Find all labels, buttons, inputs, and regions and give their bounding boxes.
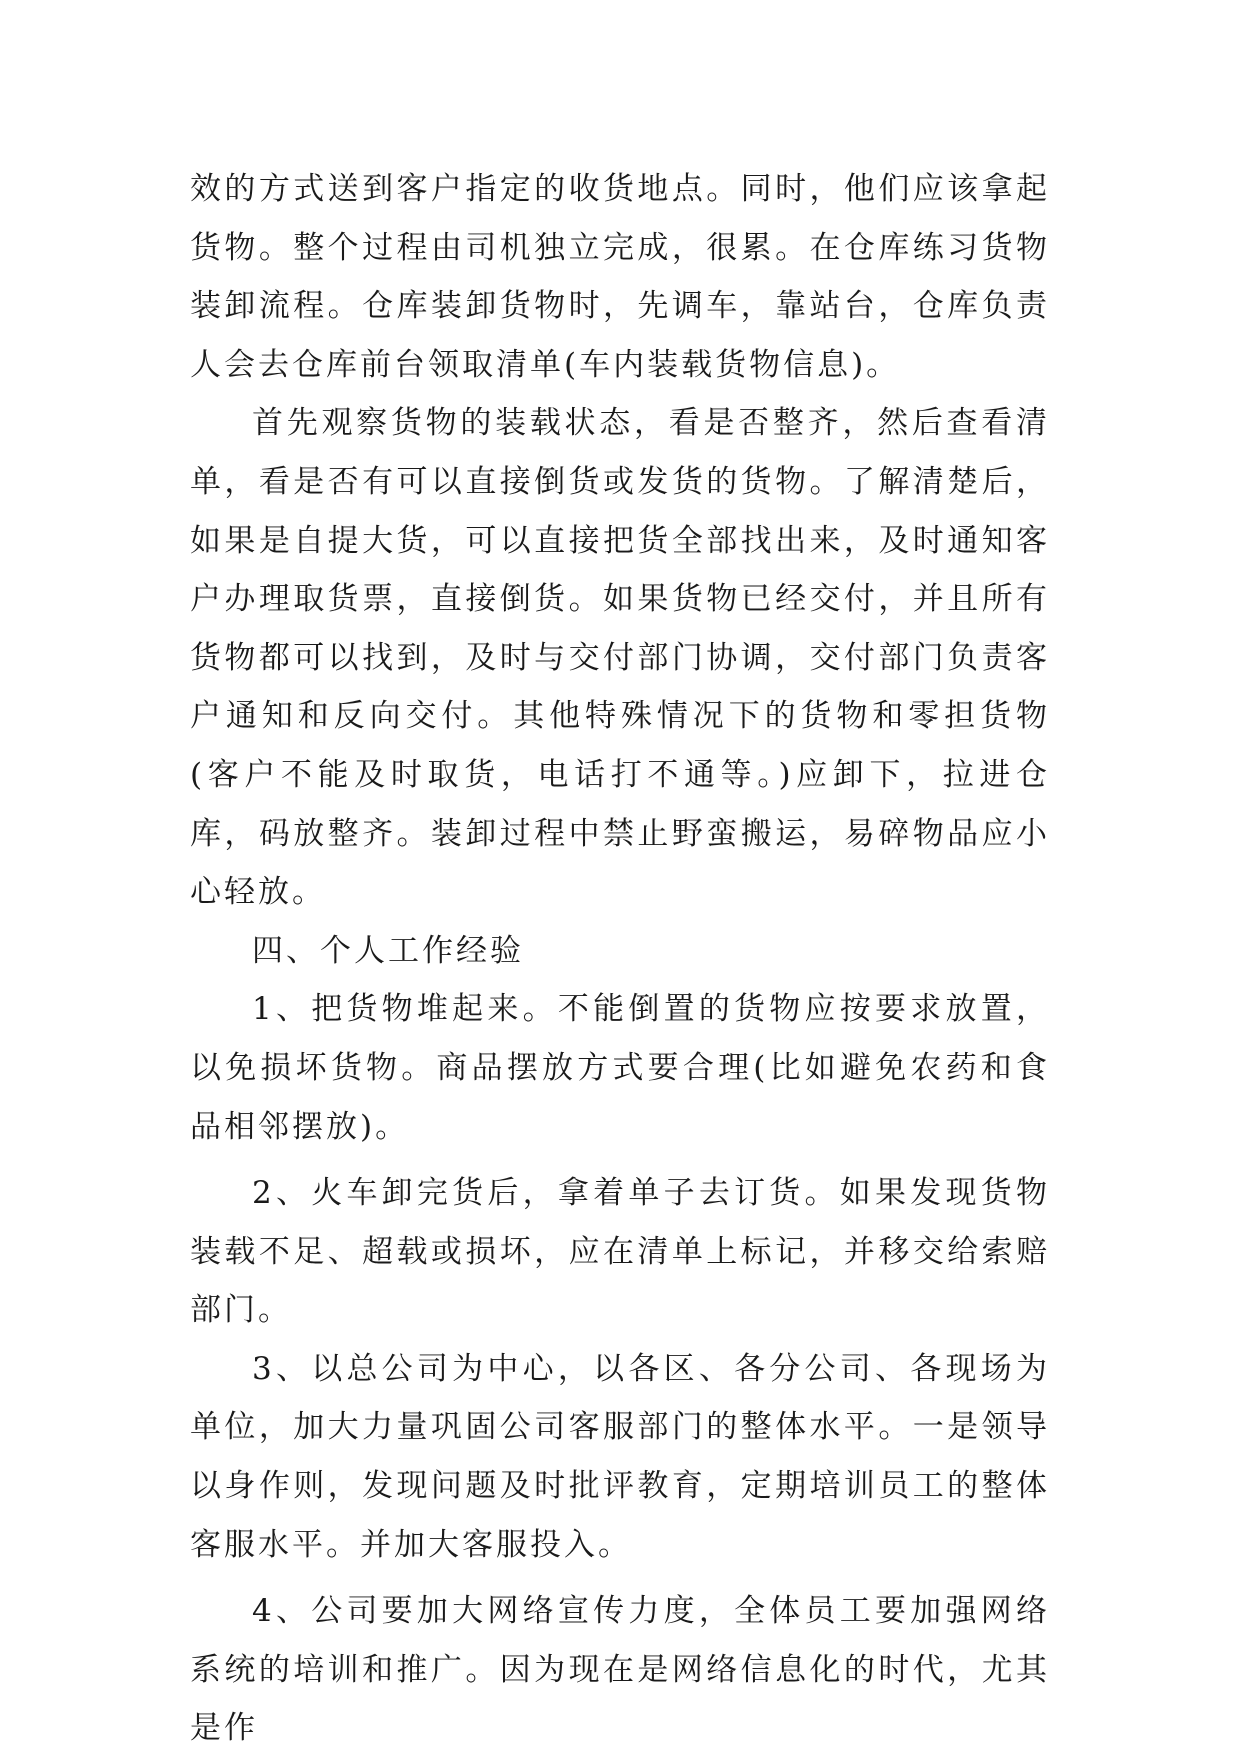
list-item-4: 4、公司要加大网络宣传力度，全体员工要加强网络系统的培训和推广。因为现在是网络信息化的时代，尤其是作 bbox=[190, 1593, 1050, 1747]
document-body bbox=[190, 160, 1050, 1758]
list-item-1: 1、把货物堆起来。不能倒置的货物应按要求放置，以免损坏货物。商品摆放方式要合理(比如避免农药和食品相邻摆放)。 bbox=[190, 991, 1050, 1145]
paragraph-continuation: 效的方式送到客户指定的收货地点。同时，他们应该拿起货物。整个过程由司机独立完成，很累。在仓库练习货物装卸流程。仓库装卸货物时，先调车，靠站台，仓库负责人会去仓库前台领取清单(车内装载货物信息)。 bbox=[190, 171, 1050, 383]
paragraph-unloading-procedure: 首先观察货物的装载状态，看是否整齐，然后查看清单，看是否有可以直接倒货或发货的货物。了解清楚后，如果是自提大货，可以直接把货全部找出来，及时通知客户办理取货票，直接倒货。如果货物已经交付，并且所有货物都可以找到，及时与交付部门协调，交付部门负责客户通知和反向交付。其他特殊情况下的货物和零担货物(客户不能及时取货，电话打不通等。)应卸下，拉进仓库，码放整齐。装卸过程中禁止野蛮搬运，易碎物品应小心轻放。 bbox=[190, 405, 1050, 911]
list-item-2: 2、火车卸完货后，拿着单子去订货。如果发现货物装载不足、超载或损坏，应在清单上标记，并移交给索赔部门。 bbox=[190, 1175, 1050, 1329]
list-item-3: 3、以总公司为中心，以各区、各分公司、各现场为单位，加大力量巩固公司客服部门的整体水平。一是领导以身作则，发现问题及时批评教育，定期培训员工的整体客服水平。并加大客服投入。 bbox=[190, 1350, 1050, 1563]
section-heading-personal-experience: 四、个人工作经验 bbox=[252, 932, 524, 969]
